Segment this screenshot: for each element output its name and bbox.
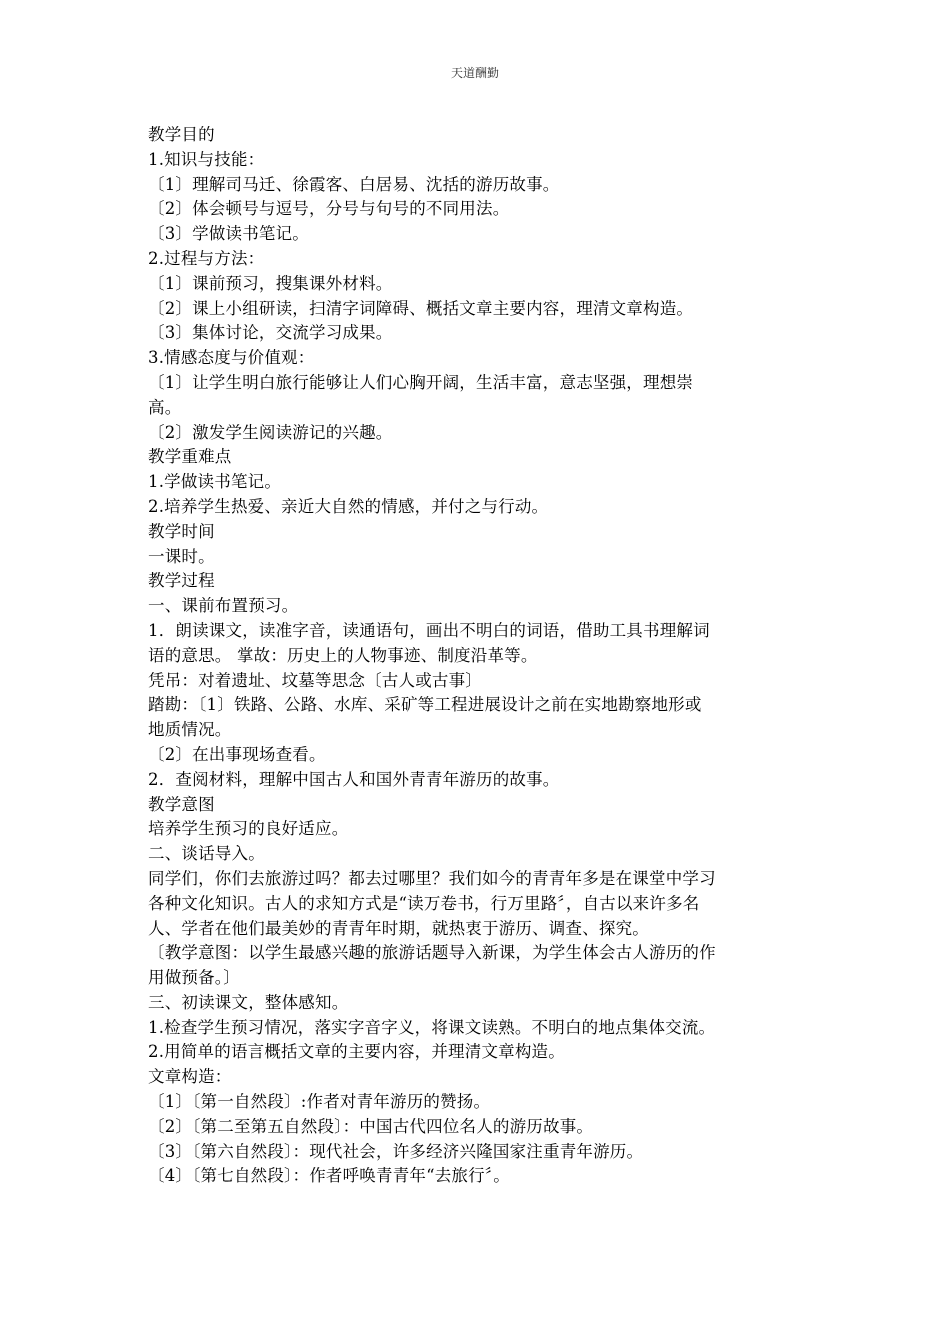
text-line: 〔2〕体会顿号与逗号，分号与句号的不同用法。 bbox=[148, 199, 510, 219]
text-line: 〔3〕学做读书笔记。 bbox=[148, 224, 309, 244]
section-heading: 教学时间 bbox=[148, 521, 215, 541]
text-line: 〔2〕在出事现场查看。 bbox=[148, 744, 326, 764]
text-line: 凭吊：对着遗址、坟墓等思念〔古人或古事〕 bbox=[148, 670, 482, 690]
text-line: 各种文化知识。古人的求知方式是“读万卷书，行万里路〞，自古以来许多名 bbox=[148, 893, 700, 913]
document-body bbox=[148, 123, 808, 1189]
text-line: 用做预备。〕 bbox=[148, 968, 240, 988]
subsection-heading: 3.情感态度与价值观： bbox=[148, 348, 315, 368]
text-line: 〔2〕激发学生阅读游记的兴趣。 bbox=[148, 422, 393, 442]
text-line: 〔教学意图：以学生最感兴趣的旅游话题导入新课，为学生体会古人游历的作 bbox=[148, 943, 716, 963]
section-heading: 教学过程 bbox=[148, 571, 215, 591]
text-line: 2.培养学生热爱、亲近大自然的情感，并付之与行动。 bbox=[148, 496, 549, 516]
text-line: 〔3〕集体讨论，交流学习成果。 bbox=[148, 323, 393, 343]
subsection-heading: 二、谈话导入。 bbox=[148, 844, 265, 864]
text-line: 踏勘：〔1〕铁路、公路、水库、采矿等工程进展设计之前在实地勘察地形或 bbox=[148, 695, 702, 715]
page-header: 天道酬勤 bbox=[450, 66, 499, 80]
text-line: 〔2〕课上小组研读，扫清字词障碍、概括文章主要内容，理清文章构造。 bbox=[148, 298, 694, 318]
text-line: 人、学者在他们最美妙的青青年时期，就热衷于游历、调查、探究。 bbox=[148, 918, 649, 938]
section-heading: 教学目的 bbox=[148, 125, 215, 144]
text-line: 文章构造： bbox=[148, 1067, 232, 1087]
subsection-heading: 1.知识与技能： bbox=[148, 149, 265, 169]
text-line: 〔1〕理解司马迁、徐霞客、白居易、沈括的游历故事。 bbox=[148, 174, 560, 194]
text-line: 1.学做读书笔记。 bbox=[148, 472, 282, 492]
text-line: 〔4〕〔第七自然段〕：作者呼唤青青年“去旅行〞。 bbox=[148, 1166, 510, 1186]
text-line: 〔1〕课前预习，搜集课外材料。 bbox=[148, 273, 393, 293]
text-line: 〔3〕〔第六自然段〕：现代社会，许多经济兴隆国家注重青年游历。 bbox=[148, 1141, 644, 1161]
text-line: 同学们，你们去旅游过吗？都去过哪里？我们如今的青青年多是在课堂中学习 bbox=[148, 868, 716, 888]
subsection-heading: 2.过程与方法： bbox=[148, 248, 265, 268]
subsection-heading: 三、初读课文，整体感知。 bbox=[148, 992, 349, 1012]
text-line: 〔1〕〔第一自然段〕:作者对青年游历的赞扬。 bbox=[148, 1092, 491, 1112]
section-heading: 教学重难点 bbox=[148, 447, 232, 467]
text-line: 培养学生预习的良好适应。 bbox=[148, 819, 349, 839]
text-line: 〔2〕〔第二至第五自然段〕：中国古代四位名人的游历故事。 bbox=[148, 1116, 594, 1136]
text-line: 语的意思。 掌故：历史上的人物事迹、制度沿革等。 bbox=[148, 645, 538, 665]
section-heading: 教学意图 bbox=[148, 794, 215, 814]
text-line: 1．朗读课文，读准字音，读通语句，画出不明白的词语，借助工具书理解词 bbox=[148, 620, 710, 640]
text-line: 2.用简单的语言概括文章的主要内容，并理清文章构造。 bbox=[148, 1042, 565, 1062]
text-line: 地质情况。 bbox=[148, 720, 232, 740]
subsection-heading: 一、课前布置预习。 bbox=[148, 596, 299, 616]
text-line: 一课时。 bbox=[148, 546, 215, 566]
text-line: 2．查阅材料，理解中国古人和国外青青年游历的故事。 bbox=[148, 769, 560, 789]
text-line: 〔1〕让学生明白旅行能够让人们心胸开阔，生活丰富，意志坚强，理想崇 bbox=[148, 372, 694, 392]
text-line: 1.检查学生预习情况，落实字音字义，将课文读熟。不明白的地点集体交流。 bbox=[148, 1017, 716, 1037]
text-line: 高。 bbox=[148, 397, 182, 417]
